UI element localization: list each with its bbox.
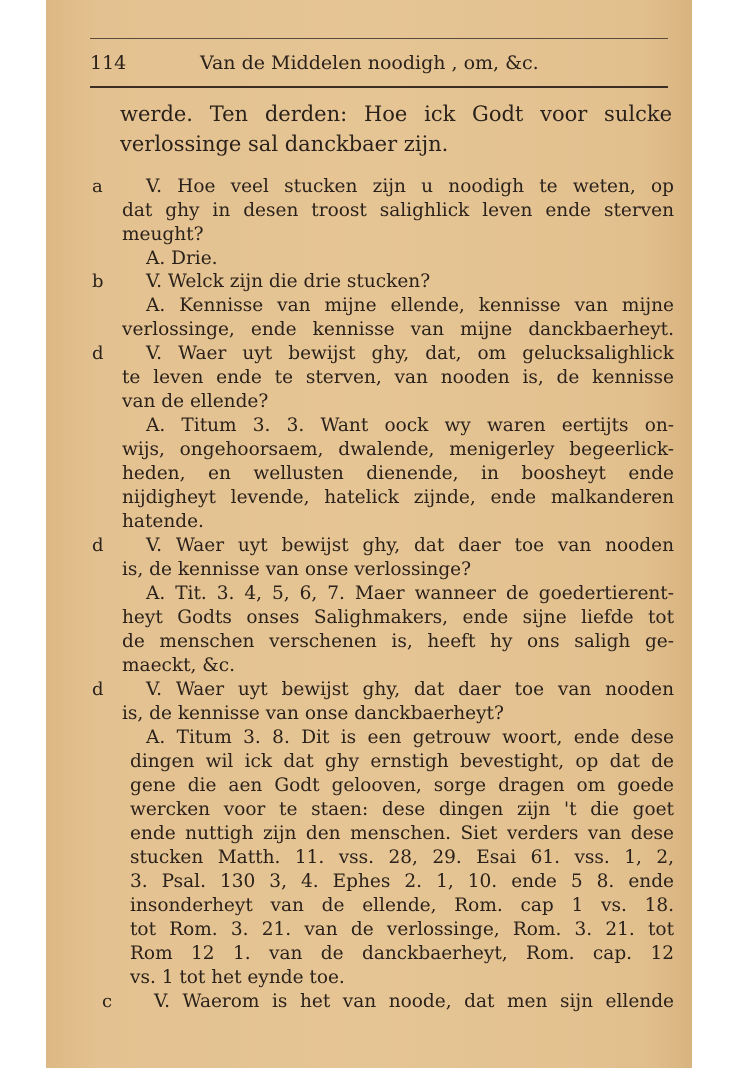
text-line: 3. Psal. 130 3, 4. Ephes 2. 1, 10. ende 5 8. ende <box>130 871 674 892</box>
answer-line: A. Titum 3. 3. Want oock wy waren eertijts on- <box>146 415 674 436</box>
header-rule <box>90 86 668 88</box>
text-line: te leven ende te sterven, van nooden is, de kennisse <box>122 367 674 388</box>
text-line: nijdigheyt levende, hatelick zijnde, ende malkanderen <box>122 487 674 508</box>
page-number: 114 <box>90 52 127 74</box>
question-line: V. Waerom is het van noode, dat men sijn ellende <box>154 991 674 1012</box>
text-line: tot Rom. 3. 21. van de verlossinge, Rom. 3. 21. tot <box>130 919 674 940</box>
question-line: V. Welck zijn die drie stucken? <box>146 271 431 292</box>
text-line: wijs, ongehoorsaem, dwalende, menigerley begeerlick- <box>122 439 674 460</box>
margin-marker-b: b <box>92 271 104 292</box>
text-line: is, de kennisse van onse verlossinge? <box>122 559 472 580</box>
text-line: wercken voor te staen: dese dingen zijn 't die goet <box>130 799 674 820</box>
text-line: verlossinge sal danckbaer zijn. <box>120 132 449 156</box>
text-line: heyt Godts onses Salighmakers, ende sijne liefde tot <box>122 607 674 628</box>
text-line: gene die aen Godt gelooven, sorge dragen om goede <box>130 775 674 796</box>
question-line: V. Waer uyt bewijst ghy, dat, om gelucksalighlick <box>146 343 674 364</box>
text-line: dingen wil ick dat ghy ernstigh bevestight, op dat de <box>130 751 674 772</box>
text-line: meught? <box>122 224 204 245</box>
text-line: werde. Ten derden: Hoe ick Godt voor sulcke <box>120 102 672 126</box>
text-line: maeckt, &c. <box>122 655 235 676</box>
text-line: stucken Matth. 11. vss. 28, 29. Esai 61. vss. 1, 2, <box>130 847 674 868</box>
question-line: V. Waer uyt bewijst ghy, dat daer toe van nooden <box>146 535 674 556</box>
book-page <box>46 0 692 1068</box>
text-line: van de ellende? <box>122 391 269 412</box>
margin-marker-c: c <box>102 991 113 1012</box>
text-line: de menschen verschenen is, heeft hy ons saligh ge- <box>122 631 674 652</box>
answer-line: A. Titum 3. 8. Dit is een getrouw woort, ende dese <box>146 727 674 748</box>
margin-marker-d: d <box>92 679 104 700</box>
answer-line: A. Kennisse van mijne ellende, kennisse van mijne <box>146 295 674 316</box>
answer-line: A. Tit. 3. 4, 5, 6, 7. Maer wanneer de goedertierent- <box>146 583 674 604</box>
question-line: V. Waer uyt bewijst ghy, dat daer toe van nooden <box>146 679 674 700</box>
page-header <box>90 52 668 76</box>
question-line: V. Hoe veel stucken zijn u noodigh te weten, op <box>146 176 674 197</box>
answer-line: A. Drie. <box>146 248 218 269</box>
text-line: insonderheyt van de ellende, Rom. cap 1 vs. 18. <box>130 895 674 916</box>
text-line: Rom 12 1. van de danckbaerheyt, Rom. cap. 12 <box>130 943 674 964</box>
text-line: verlossinge, ende kennisse van mijne danckbaerheyt. <box>122 319 674 340</box>
running-title: Van de Middelen noodigh , om, &c. <box>200 52 539 74</box>
text-line: vs. 1 tot het eynde toe. <box>130 967 345 988</box>
top-rule <box>90 38 668 39</box>
text-line: hatende. <box>122 511 204 532</box>
text-line: is, de kennisse van onse danckbaerheyt? <box>122 703 504 724</box>
text-line: dat ghy in desen troost salighlick leven ende sterven <box>122 200 674 221</box>
margin-marker-d: d <box>92 535 104 556</box>
margin-marker-d: d <box>92 343 104 364</box>
text-line: ende nuttigh zijn den menschen. Siet verders van dese <box>130 823 674 844</box>
margin-marker-a: a <box>92 176 103 197</box>
text-line: heden, en wellusten dienende, in boosheyt ende <box>122 463 674 484</box>
